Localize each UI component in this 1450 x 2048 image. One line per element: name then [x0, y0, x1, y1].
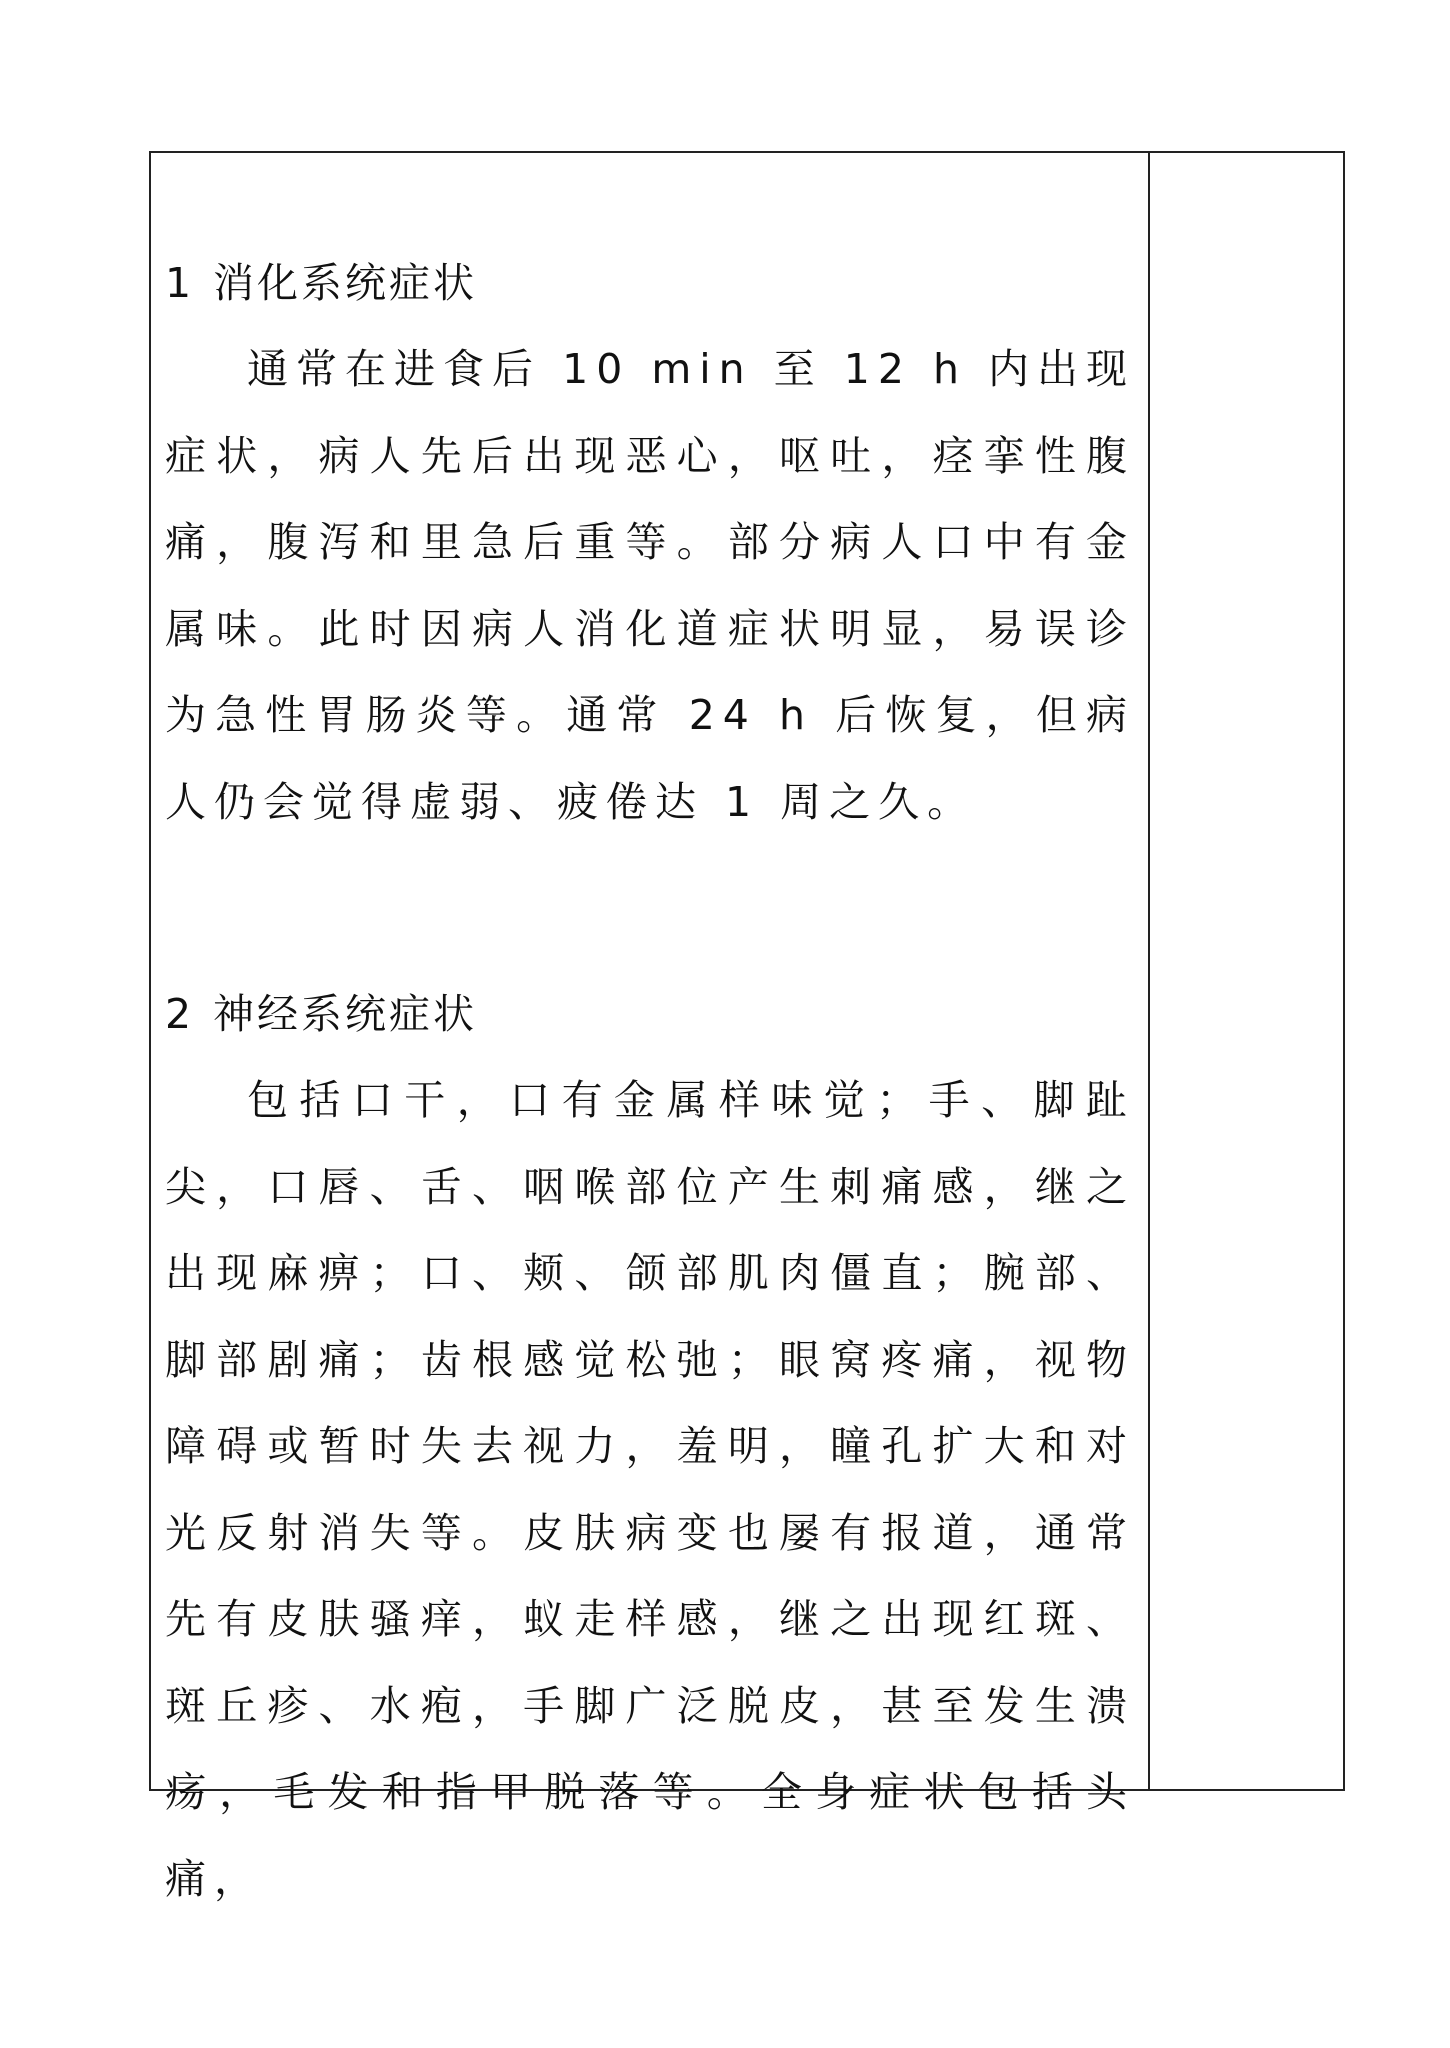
section-heading: [165, 240, 1150, 326]
section-body: 通常在进食后 10 min 至 12 h 内出现症状，病人先后出现恶心，呕吐，痉挛性腹痛，腹泻和里急后重等。部分病人口中有金属味。此时因病人消化道症状明显，易误诊为急性胃肠炎等。通常 24 h 后恢复，但病人仍会觉得虚弱、疲倦达 1 周之久。: [165, 345, 1135, 826]
section-spacer: [165, 845, 1150, 971]
side-cell: [1152, 153, 1342, 1789]
section-number: 2: [165, 990, 195, 1038]
content-cell: [165, 240, 1150, 1903]
section-title: 消化系统症状: [213, 259, 477, 307]
section-title: 神经系统症状: [213, 990, 477, 1038]
section-body: 包括口干，口有金属样味觉；手、脚趾尖，口唇、舌、咽喉部位产生刺痛感，继之出现麻痹；口、颊、颌部肌肉僵直；腕部、脚部剧痛；齿根感觉松弛；眼窝疼痛，视物障碍或暂时失去视力，羞明，瞳孔扩大和对光反射消失等。皮肤病变也屡有报道，通常先有皮肤骚痒，蚁走样感，继之出现红斑、斑丘疹、水疱，手脚广泛脱皮，甚至发生溃疡，毛发和指甲脱落等。全身症状包括头痛，: [165, 1076, 1135, 1903]
section-number: 1: [165, 259, 195, 307]
section-heading: [165, 971, 1150, 1057]
